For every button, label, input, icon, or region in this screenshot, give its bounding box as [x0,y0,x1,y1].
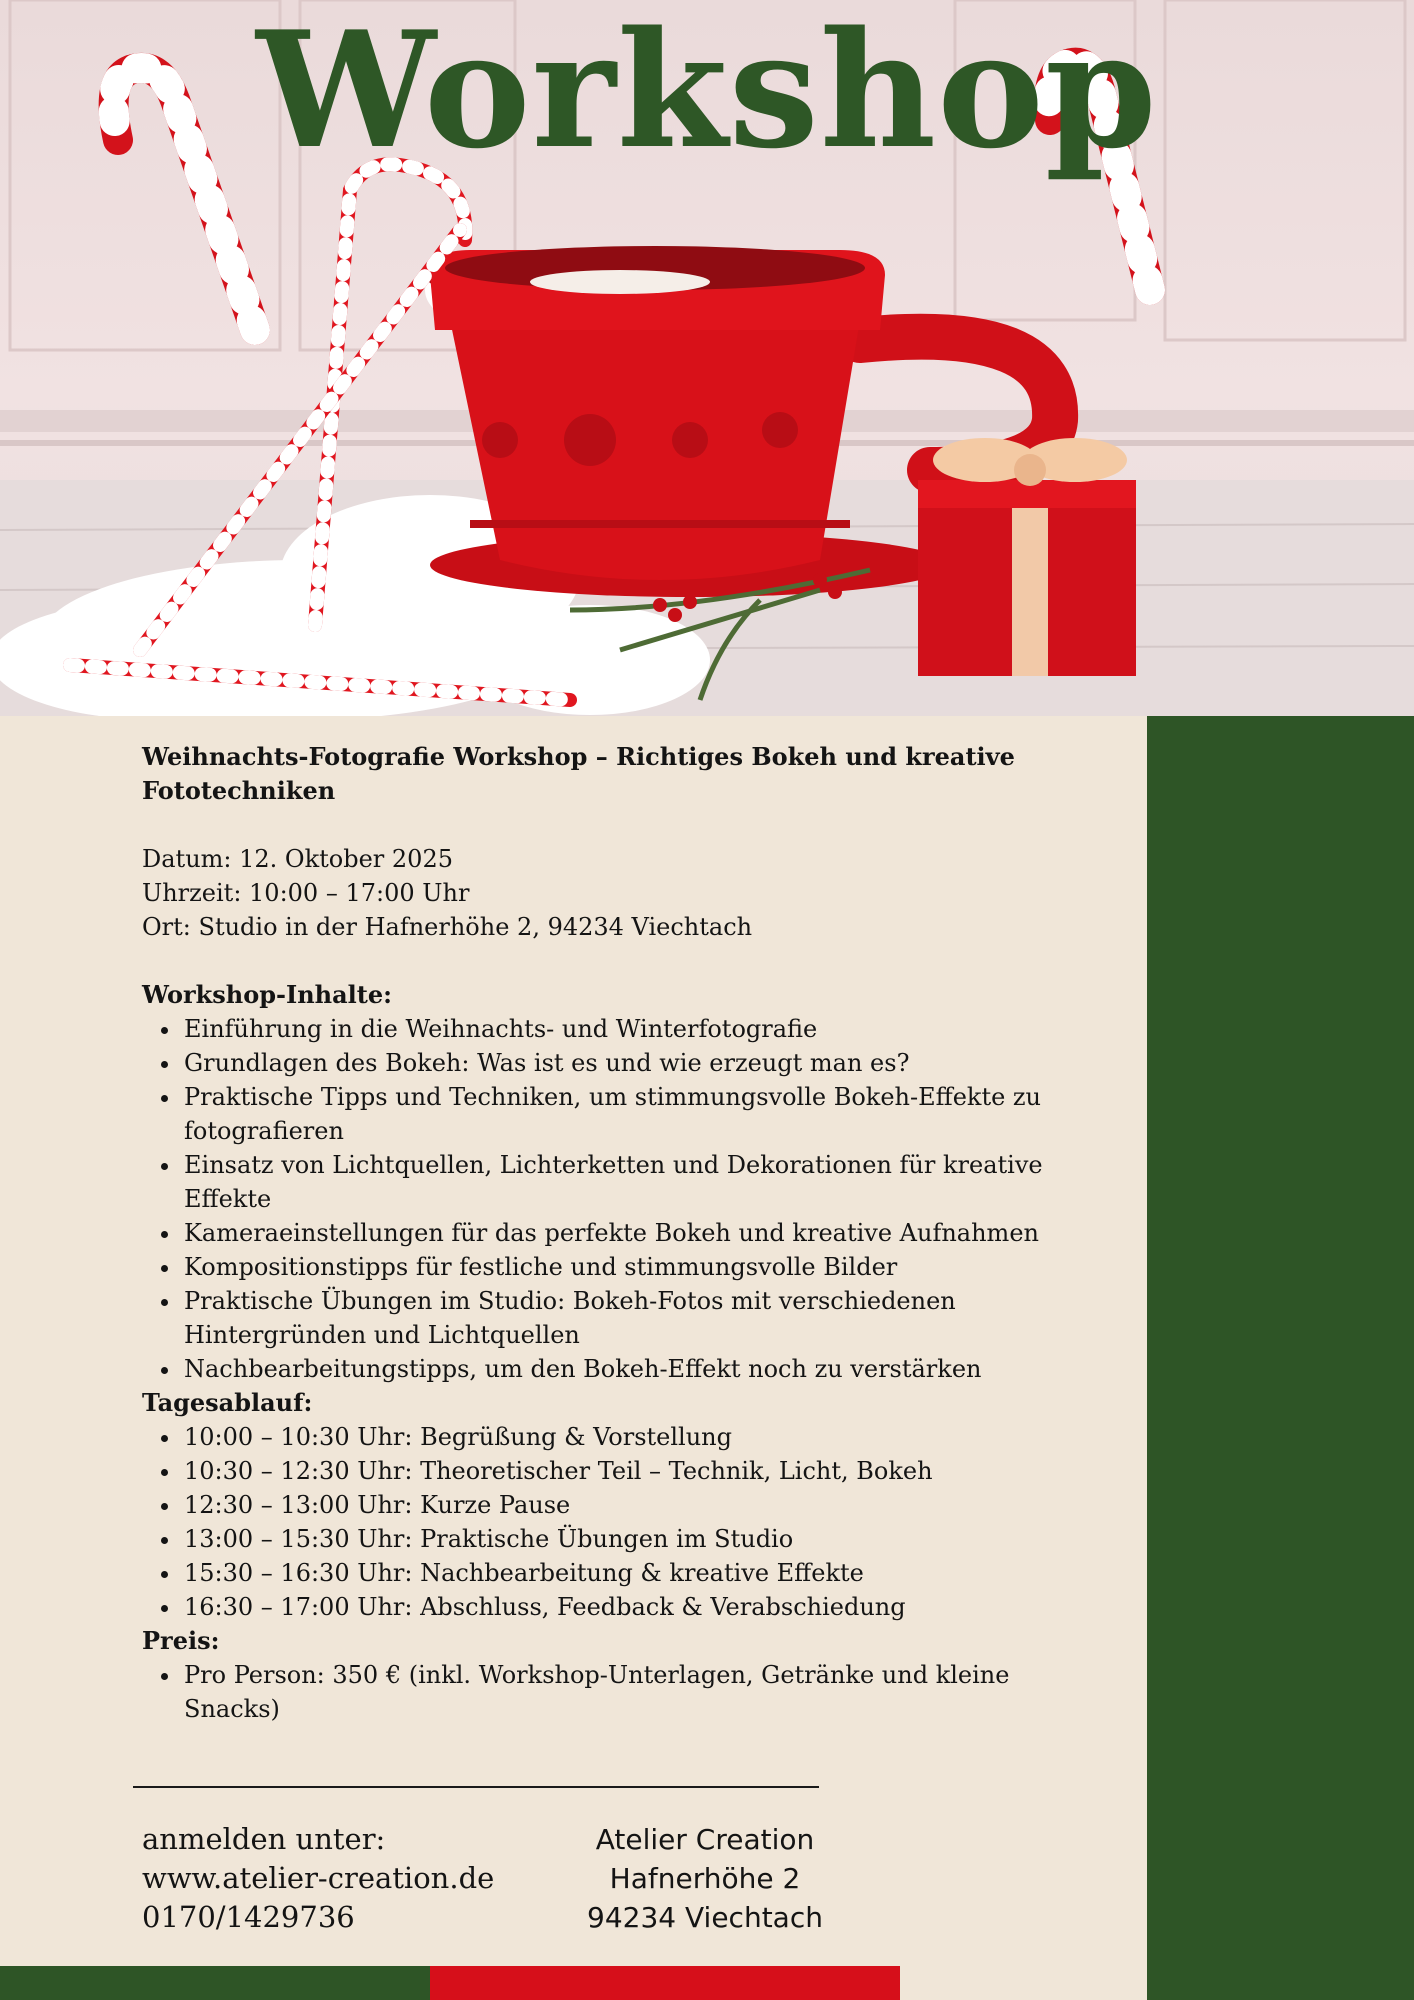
website-link[interactable]: www.atelier-creation.de [142,1861,495,1895]
list-item: • Praktische Übungen im Studio: Bokeh-Fotos mit verschiedenen Hintergründen und Lichtquellen [182,1284,1082,1352]
divider [133,1786,819,1788]
list-item: • 16:30 – 17:00 Uhr: Abschluss, Feedback & Verabschiedung [182,1590,1082,1624]
list-item: • Pro Person: 350 € (inkl. Workshop-Unterlagen, Getränke und kleine Snacks) [182,1658,1082,1726]
list-item: • 10:00 – 10:30 Uhr: Begrüßung & Vorstellung [182,1420,1082,1454]
workshop-details [142,740,1082,1726]
price-heading: Preis: [142,1626,220,1655]
list-item: • Nachbearbeitungstipps, um den Bokeh-Effekt noch zu verstärken [182,1352,1082,1386]
studio-name: Atelier Creation [595,1823,815,1856]
contents-list [142,1012,1082,1386]
green-side-bar [1147,716,1414,2000]
red-bottom-strip [430,1966,900,2000]
signup-label: anmelden unter: [142,1822,386,1856]
event-title: Weihnachts-Fotografie Workshop – Richtiges Bokeh und kreative Fototechniken [142,742,1015,805]
phone-number[interactable]: 0170/1429736 [142,1900,355,1934]
studio-city: 94234 Viechtach [587,1901,823,1934]
green-bottom-strip [0,1966,430,2000]
list-item: • 10:30 – 12:30 Uhr: Theoretischer Teil – Technik, Licht, Bokeh [182,1454,1082,1488]
list-item: • Einsatz von Lichtquellen, Lichterketten und Dekorationen für kreative Effekte [182,1148,1082,1216]
list-item: • 15:30 – 16:30 Uhr: Nachbearbeitung & kreative Effekte [182,1556,1082,1590]
signup-info [142,1820,622,1937]
list-item: • Einführung in die Weihnachts- und Winterfotografie [182,1012,1082,1046]
price-list [142,1658,1082,1726]
event-date: Datum: 12. Oktober 2025 [142,845,453,873]
schedule-list [142,1420,1082,1624]
studio-address [560,1820,850,1937]
list-item: • 13:00 – 15:30 Uhr: Praktische Übungen im Studio [182,1522,1082,1556]
list-item: • Grundlagen des Bokeh: Was ist es und wie erzeugt man es? [182,1046,1082,1080]
studio-street: Hafnerhöhe 2 [609,1862,801,1895]
event-time: Uhrzeit: 10:00 – 17:00 Uhr [142,879,470,907]
event-location: Ort: Studio in der Hafnerhöhe 2, 94234 Viechtach [142,913,753,941]
list-item: • 12:30 – 13:00 Uhr: Kurze Pause [182,1488,1082,1522]
schedule-heading: Tagesablauf: [142,1388,313,1417]
hero-photo [0,0,1414,716]
list-item: • Kameraeinstellungen für das perfekte Bokeh und kreative Aufnahmen [182,1216,1082,1250]
page-title: Workshop [256,0,1158,184]
list-item: • Praktische Tipps und Techniken, um stimmungsvolle Bokeh-Effekte zu fotografieren [182,1080,1082,1148]
contents-heading: Workshop-Inhalte: [142,980,392,1009]
list-item: • Kompositionstipps für festliche und stimmungsvolle Bilder [182,1250,1082,1284]
